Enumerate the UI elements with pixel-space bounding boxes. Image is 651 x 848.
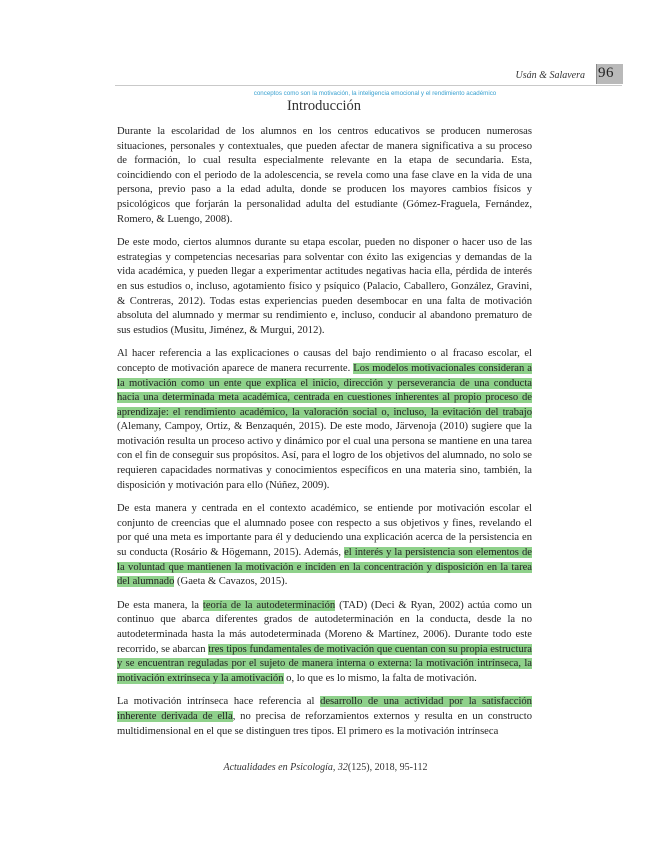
highlighted-text[interactable]: tres tipos fundamentales de motivación que cuentan con su propia estructura y se encuentran reguladas por el sujeto de manera interna o externa: la motivación intrínseca, la motivación extrínseca y la amotivación <box>117 643 532 684</box>
paragraph <box>117 502 532 590</box>
text-run: De este modo, ciertos alumnos durante su etapa escolar, pueden no disponer o hacer uso de las estrategias y competencias necesarias para solventar con éxito las exigencias y demandas de la vida académica, y pueden llegar a experimentar actitudes negativas hacia ella, pérdida de interés en sus estudios o, incluso, agotamiento físico y psíquico (Palacio, Caballero, González, Gravini, & Contreras, 2012). Todas estas experiencias pueden desembocar en una falta de motivación absoluta del alumnado y mermar su rendimiento e, incluso, conducir al abandono prematuro de sus estudios (Musitu, Jiménez, & Murgui, 2012). <box>117 237 532 336</box>
text-run: Durante la escolaridad de los alumnos en los centros educativos se producen numerosas situaciones, personales y contextuales, que pueden afectar de manera significativa a su proceso de formación, lo cual resulta especialmente relevante en la etapa de secundaria. Esta, coincidiendo con el periodo de la adolescencia, se revela como una fase clave en la vida de una persona, previo paso a la edad adulta, donde se producen los mayores cambios físicos y psicológicos que forjarán la personalidad adulta del estudiante (Gómez-Fraguela, Fernández, Romero, & Luengo, 2008). <box>117 126 532 225</box>
highlighted-text[interactable]: el interés y la persistencia son elementos de la voluntad que mantienen la motivación e inciden en la concentración y disposición en la tarea del alumnado <box>117 547 532 588</box>
text-run: De esta manera, la <box>117 599 203 611</box>
section-title: Introducción <box>286 98 362 114</box>
text-run: o, lo que es lo mismo, la falta de motivación. <box>283 672 477 684</box>
text-run: (Alemany, Campoy, Ortiz, & Benzaquén, 2015). De este modo, Järvenoja (2010) sugiere que la motivación resulta un proceso activo y dinámico por el cual una persona se mantiene en una tarea con el fin de conseguir sus propósitos. Así, para el logro de los objetivos del alumnado, no solo se requieren capacidades normativas y conocimientos específicos en una materia sino, también, la disposición y motivación para ello (Núñez, 2009). <box>117 421 532 491</box>
highlighted-text[interactable]: desarrollo de una actividad por la satisfacción inherente derivada de ella <box>117 696 532 722</box>
paragraph <box>117 236 532 338</box>
page-footer <box>0 762 651 773</box>
sticky-annotation-text[interactable]: conceptos como son la motivación, la inteligencia emocional y el rendimiento académico <box>253 90 497 97</box>
footer-journal: Actualidades en Psicología, 32 <box>223 762 348 773</box>
paragraph <box>117 125 532 227</box>
header-rule <box>115 85 622 86</box>
running-header-author: Usán & Salavera <box>515 70 585 81</box>
paragraph <box>117 599 532 687</box>
highlighted-text[interactable]: Los modelos motivacionales consideran a la motivación como un ente que explica el inicio, dirección y perseverancia de una conducta hacia una determinada meta académica, centrada en cuestiones inherentes al propio proceso de aprendizaje: el rendimiento académico, la valoración social o, incluso, la evitación del trabajo <box>117 362 532 418</box>
footer-issue: (125), 2018, 95-112 <box>347 762 428 773</box>
page-number: 96 <box>598 65 614 81</box>
highlighted-text[interactable]: teoría de la autodeterminación <box>202 599 336 611</box>
text-run: , no precisa de reforzamientos externos y resulta en un constructo multidimensional en el que se distinguen tres tipos. El primero es la motivación intrínseca <box>117 710 532 737</box>
paragraph <box>117 695 532 739</box>
text-run: (TAD) (Deci & Ryan, 2002) actúa como un continuo que abarca diferentes grados de autodeterminación en la conducta, desde la no autodeterminada hasta la más autodeterminada (Moreno & Martínez, 2006). Durante todo este recorrido, se abarcan <box>117 599 532 655</box>
paragraph <box>117 347 532 493</box>
text-run: De esta manera y centrada en el contexto académico, se entiende por motivación escolar el conjunto de creencias que el alumnado posee con respecto a sus objetivos y fines, revelando el por qué una meta es importante para él y deduciendo una explicación acerca de la persistencia en su conducta (Rosário & Högemann, 2015). Además, <box>117 503 532 559</box>
text-run: Al hacer referencia a las explicaciones o causas del bajo rendimiento o al fracaso escolar, el concepto de motivación aparece de manera recurrente. <box>117 348 532 374</box>
body-text <box>117 125 532 748</box>
text-run: La motivación intrínseca hace referencia al <box>117 696 321 708</box>
text-run: (Gaeta & Cavazos, 2015). <box>174 576 288 588</box>
